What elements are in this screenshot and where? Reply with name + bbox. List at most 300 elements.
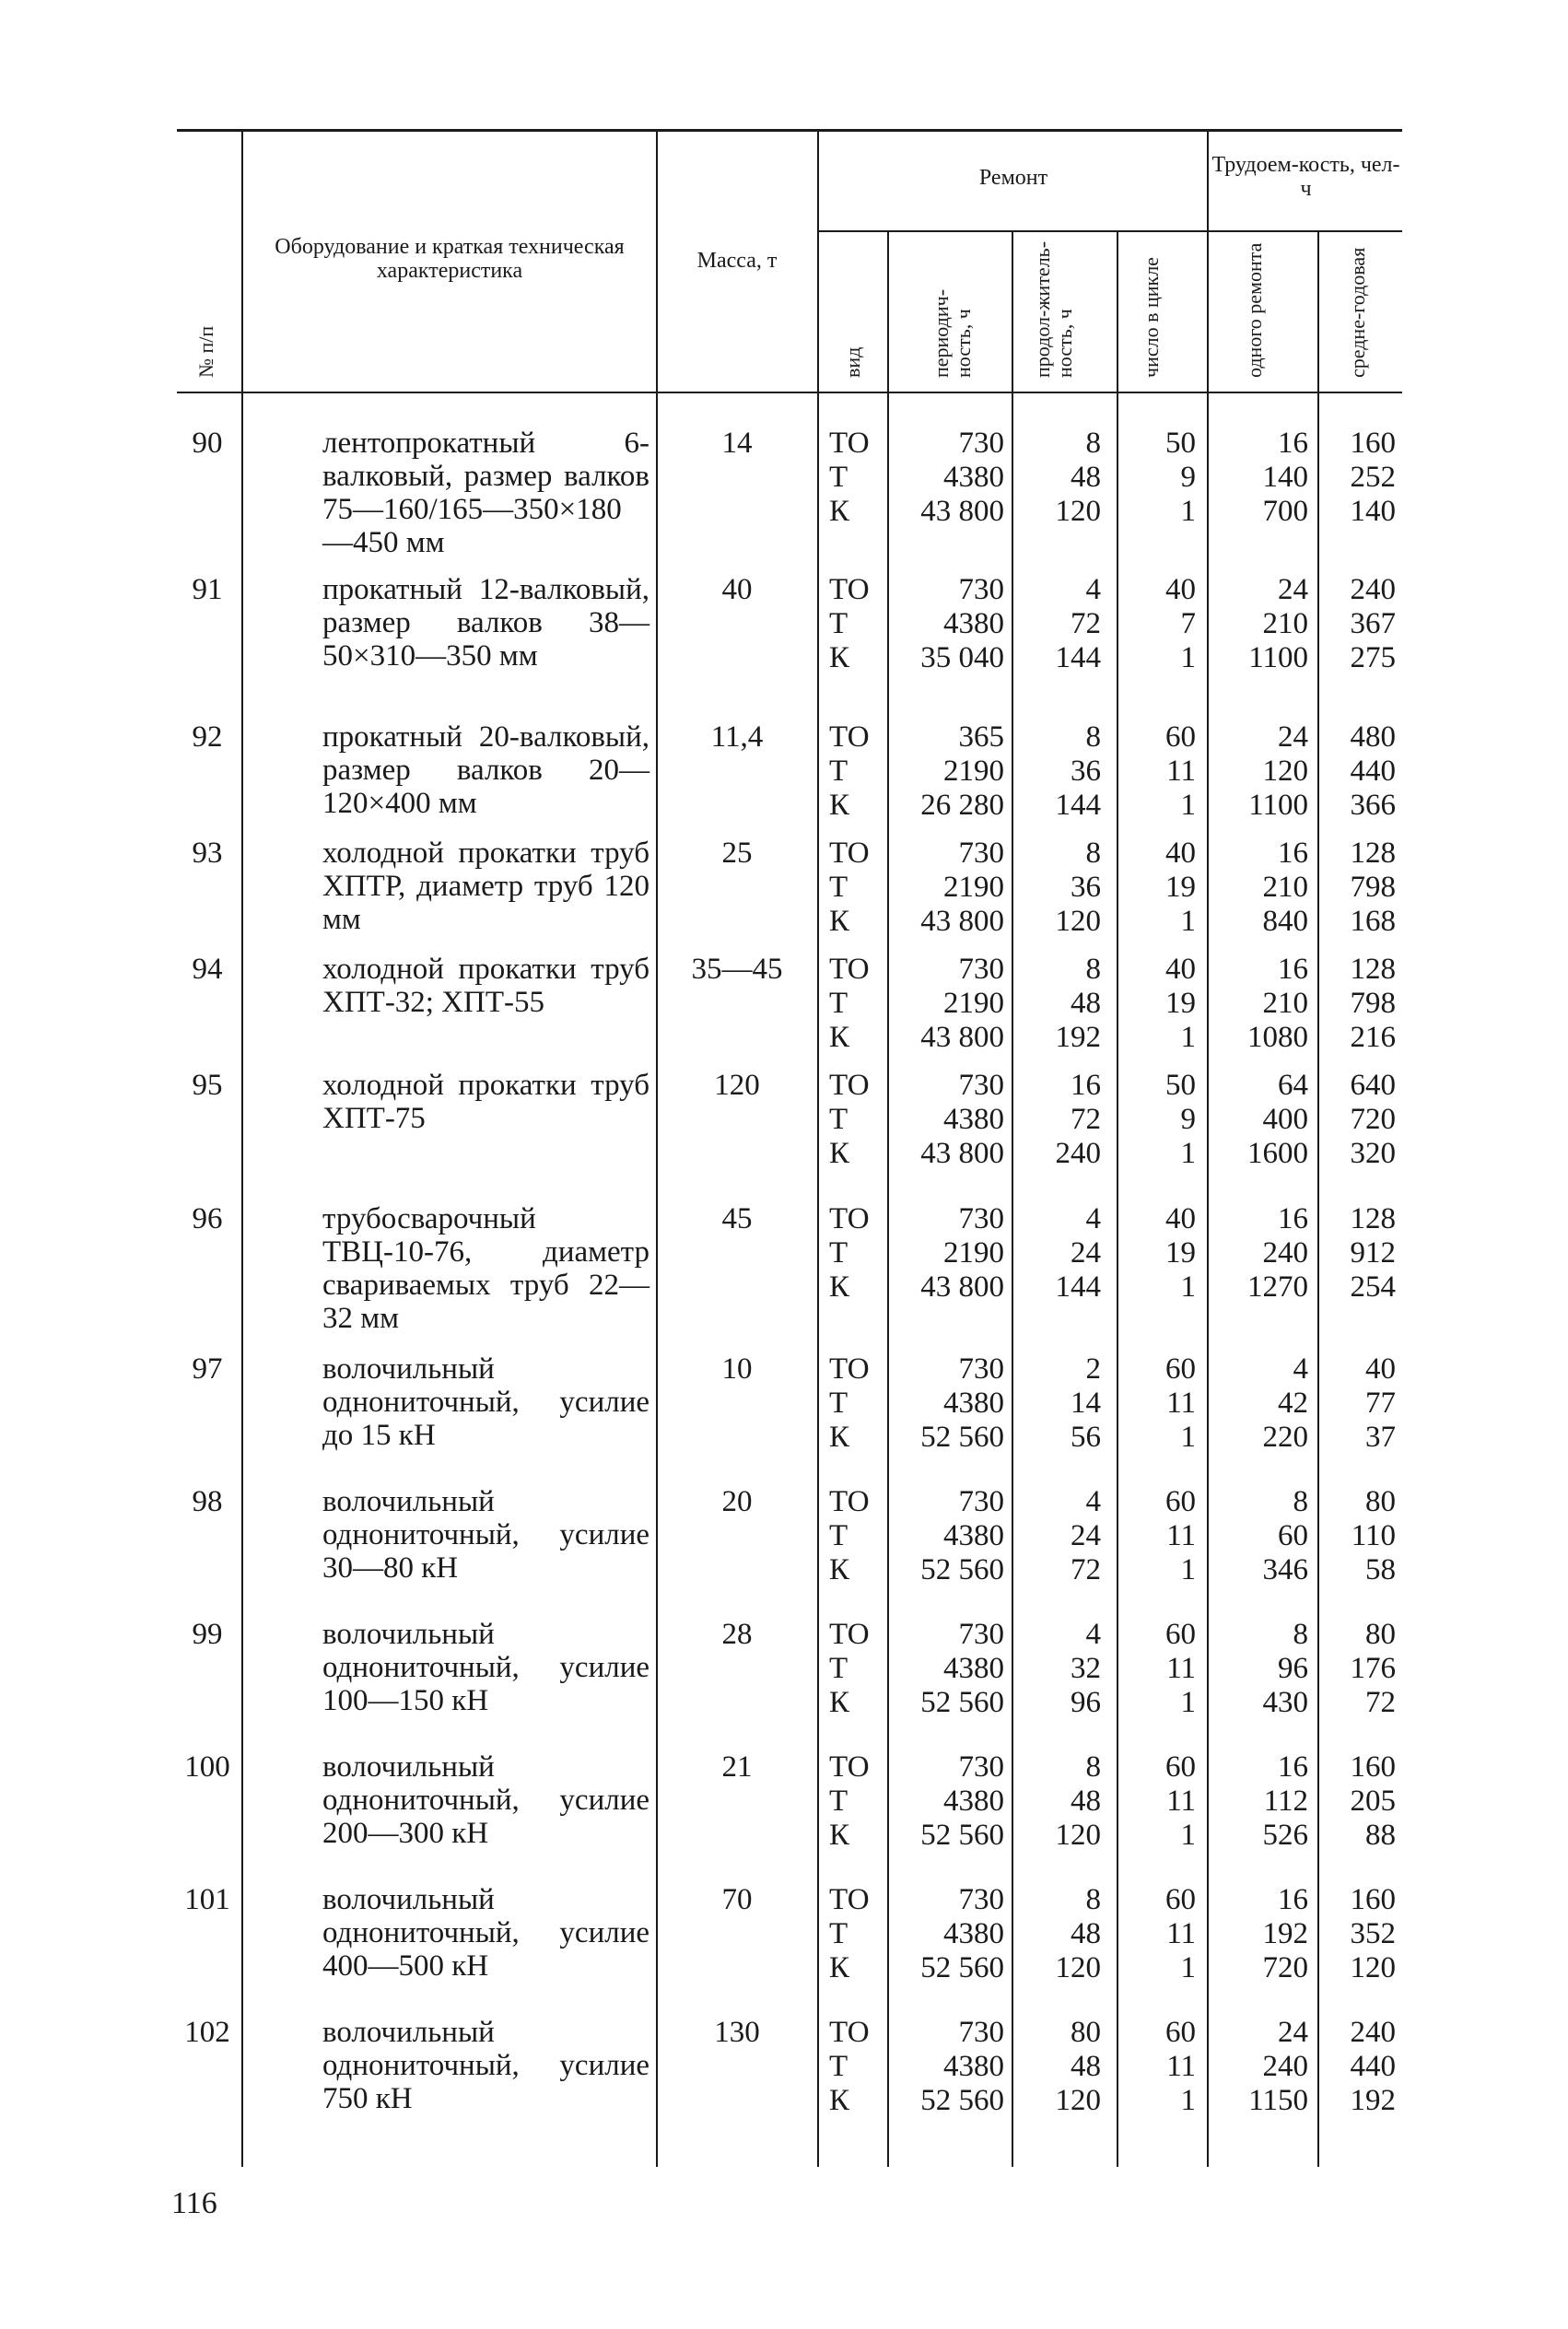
- row-repair-type-value: ТО: [829, 1883, 870, 1916]
- row-count-value: 11: [1166, 755, 1196, 788]
- col-divider-type: [887, 230, 889, 2167]
- row-duration-value: 8: [1085, 720, 1101, 754]
- header-labor-one: одного ремонта: [1243, 242, 1266, 378]
- row-duration-value: 120: [1055, 495, 1101, 528]
- row-number: 97: [192, 1352, 223, 1386]
- row-periodicity: [894, 837, 1004, 939]
- row-labor-one: [1221, 720, 1308, 823]
- row-number: 94: [192, 953, 223, 986]
- row-count-value: 1: [1180, 789, 1196, 822]
- row-count-value: 11: [1166, 1387, 1196, 1420]
- row-repair-type-value: ТО: [829, 2016, 870, 2049]
- row-mass: 21: [721, 1750, 753, 1784]
- row-description: прокатный 20-валковый, размер валков 20—120×400 мм: [322, 720, 649, 820]
- row-labor-one-value: 400: [1262, 1103, 1308, 1136]
- row-periodicity-value: 4380: [943, 2050, 1004, 2083]
- row-description: волочильный однониточный, усилие 100—150 кН: [322, 1618, 649, 1717]
- row-duration: [1027, 1202, 1101, 1305]
- row-labor-one-value: 346: [1262, 1553, 1308, 1586]
- row-periodicity-value: 43 800: [920, 495, 1004, 528]
- row-repair-type-value: ТО: [829, 1485, 870, 1518]
- row-labor-one-value: 16: [1278, 1883, 1308, 1916]
- row-duration-value: 24: [1071, 1236, 1101, 1270]
- row-labor-avg-value: 252: [1350, 461, 1396, 494]
- page-number: 116: [171, 2186, 217, 2220]
- row-duration: [1027, 1352, 1101, 1455]
- row-mass: 10: [721, 1352, 753, 1386]
- header-duration: продол-житель-ность, ч: [1031, 240, 1076, 378]
- row-repair-type: [829, 427, 884, 529]
- row-number: 102: [184, 2016, 230, 2049]
- row-periodicity-value: 43 800: [920, 1021, 1004, 1054]
- row-periodicity-value: 4380: [943, 607, 1004, 640]
- row-labor-one-value: 96: [1278, 1652, 1308, 1685]
- row-repair-type: [829, 953, 884, 1055]
- row-labor-avg-value: 80: [1365, 1618, 1396, 1651]
- row-count: [1122, 1750, 1196, 1853]
- row-repair-type: [829, 1069, 884, 1171]
- row-duration-value: 24: [1071, 1519, 1101, 1552]
- row-duration: [1027, 1485, 1101, 1587]
- row-labor-one-value: 700: [1262, 495, 1308, 528]
- row-count-value: 1: [1180, 1421, 1196, 1454]
- row-mass: 40: [721, 573, 753, 606]
- row-labor-one-value: 24: [1278, 720, 1308, 754]
- row-repair-type: [829, 573, 884, 675]
- header-mass: Масса, т: [696, 249, 778, 273]
- row-labor-avg-value: 120: [1350, 1951, 1396, 1984]
- row-repair-type-value: Т: [829, 1236, 848, 1270]
- row-periodicity: [894, 1618, 1004, 1720]
- row-labor-one-value: 1270: [1247, 1270, 1308, 1304]
- row-count: [1122, 573, 1196, 675]
- row-labor-one-value: 60: [1278, 1519, 1308, 1552]
- row-count: [1122, 837, 1196, 939]
- col-divider-labor-one: [1317, 230, 1319, 2167]
- row-description: прокатный 12-валковый, размер валков 38—50×310—350 мм: [322, 573, 649, 673]
- row-labor-avg-value: 77: [1365, 1387, 1396, 1420]
- row-periodicity: [894, 1202, 1004, 1305]
- row-labor-one-value: 720: [1262, 1951, 1308, 1984]
- row-count-value: 1: [1180, 1686, 1196, 1719]
- row-labor-avg: [1322, 1352, 1396, 1455]
- row-description: лентопрокатный 6-валковый, размер валков 75—160/165—350×180—450 мм: [322, 427, 649, 559]
- row-repair-type-value: К: [829, 1270, 850, 1304]
- row-labor-one-value: 210: [1262, 607, 1308, 640]
- row-periodicity-value: 730: [958, 953, 1004, 986]
- row-repair-type-value: Т: [829, 1652, 848, 1685]
- row-repair-type-value: К: [829, 1553, 850, 1586]
- row-count: [1122, 1883, 1196, 1985]
- row-labor-avg-value: 128: [1350, 953, 1396, 986]
- row-repair-type-value: К: [829, 1421, 850, 1454]
- row-repair-type: [829, 2016, 884, 2118]
- row-repair-type-value: К: [829, 1819, 850, 1852]
- row-labor-one: [1221, 837, 1308, 939]
- row-labor-one-value: 16: [1278, 1750, 1308, 1784]
- row-count-value: 40: [1165, 953, 1196, 986]
- row-duration-value: 120: [1055, 2084, 1101, 2117]
- row-duration-value: 120: [1055, 1951, 1101, 1984]
- row-mass: 25: [721, 837, 753, 870]
- row-number: 93: [192, 837, 223, 870]
- row-labor-one-value: 240: [1262, 2050, 1308, 2083]
- row-repair-type-value: Т: [829, 755, 848, 788]
- row-labor-avg-value: 80: [1365, 1485, 1396, 1518]
- row-count-value: 40: [1165, 837, 1196, 870]
- row-periodicity-value: 365: [958, 720, 1004, 754]
- row-repair-type: [829, 837, 884, 939]
- row-count-value: 11: [1166, 1519, 1196, 1552]
- row-duration-value: 72: [1071, 607, 1101, 640]
- row-mass: 14: [721, 427, 753, 460]
- header-num: № п/п: [194, 325, 217, 378]
- row-repair-type-value: К: [829, 1686, 850, 1719]
- row-labor-avg-value: 40: [1365, 1352, 1396, 1386]
- row-duration-value: 120: [1055, 905, 1101, 938]
- row-labor-one: [1221, 1069, 1308, 1171]
- row-periodicity: [894, 1352, 1004, 1455]
- row-labor-avg: [1322, 1618, 1396, 1720]
- row-duration-value: 4: [1085, 1202, 1101, 1235]
- row-duration-value: 4: [1085, 1618, 1101, 1651]
- row-periodicity-value: 52 560: [920, 2084, 1004, 2117]
- row-count: [1122, 427, 1196, 529]
- row-count-value: 60: [1165, 1750, 1196, 1784]
- row-periodicity: [894, 1883, 1004, 1985]
- row-duration: [1027, 837, 1101, 939]
- row-periodicity-value: 43 800: [920, 1270, 1004, 1304]
- row-duration: [1027, 1618, 1101, 1720]
- row-repair-type-value: ТО: [829, 1750, 870, 1784]
- row-labor-avg-value: 110: [1351, 1519, 1396, 1552]
- row-labor-one-value: 1100: [1248, 789, 1308, 822]
- row-labor-one-value: 840: [1262, 905, 1308, 938]
- row-labor-one-value: 24: [1278, 573, 1308, 606]
- row-count: [1122, 1352, 1196, 1455]
- row-periodicity: [894, 1485, 1004, 1587]
- row-duration-value: 8: [1085, 1883, 1101, 1916]
- row-repair-type-value: ТО: [829, 720, 870, 754]
- row-duration-value: 56: [1071, 1421, 1101, 1454]
- row-duration-value: 48: [1071, 461, 1101, 494]
- row-periodicity-value: 730: [958, 1352, 1004, 1386]
- row-duration: [1027, 1883, 1101, 1985]
- row-labor-avg-value: 88: [1365, 1819, 1396, 1852]
- row-count-value: 1: [1180, 495, 1196, 528]
- row-count-value: 1: [1180, 1819, 1196, 1852]
- row-count-value: 11: [1166, 1917, 1196, 1950]
- row-duration-value: 48: [1071, 1917, 1101, 1950]
- header-labor-group: Трудоем-кость, чел-ч: [1211, 153, 1400, 201]
- row-duration: [1027, 720, 1101, 823]
- header-count: число в цикле: [1140, 257, 1163, 378]
- row-labor-one: [1221, 1750, 1308, 1853]
- row-duration-value: 8: [1085, 1750, 1101, 1784]
- row-count-value: 1: [1180, 1021, 1196, 1054]
- row-duration-value: 80: [1071, 2016, 1101, 2049]
- row-repair-type-value: Т: [829, 461, 848, 494]
- row-mass: 35—45: [691, 953, 783, 986]
- row-repair-type: [829, 1618, 884, 1720]
- row-mass: 70: [721, 1883, 753, 1916]
- row-labor-one-value: 220: [1262, 1421, 1308, 1454]
- row-repair-type-value: Т: [829, 607, 848, 640]
- row-labor-avg: [1322, 720, 1396, 823]
- row-count-value: 40: [1165, 1202, 1196, 1235]
- row-duration: [1027, 953, 1101, 1055]
- row-count-value: 1: [1180, 1137, 1196, 1170]
- row-labor-one-value: 24: [1278, 2016, 1308, 2049]
- row-repair-type-value: ТО: [829, 573, 870, 606]
- row-count-value: 40: [1165, 573, 1196, 606]
- row-labor-one-value: 8: [1293, 1485, 1308, 1518]
- subheader-rule: [818, 230, 1402, 232]
- row-mass: 120: [714, 1069, 760, 1102]
- row-labor-avg-value: 37: [1365, 1421, 1396, 1454]
- row-labor-avg-value: 640: [1350, 1069, 1396, 1102]
- row-mass: 11,4: [710, 720, 764, 754]
- row-labor-one-value: 430: [1262, 1686, 1308, 1719]
- row-labor-one-value: 16: [1278, 1202, 1308, 1235]
- row-labor-one-value: 16: [1278, 837, 1308, 870]
- row-periodicity-value: 52 560: [920, 1819, 1004, 1852]
- row-repair-type: [829, 1883, 884, 1985]
- row-duration: [1027, 1750, 1101, 1853]
- row-labor-one: [1221, 953, 1308, 1055]
- row-periodicity: [894, 573, 1004, 675]
- row-labor-avg-value: 440: [1350, 2050, 1396, 2083]
- row-repair-type-value: ТО: [829, 837, 870, 870]
- row-labor-avg: [1322, 427, 1396, 529]
- row-labor-avg: [1322, 1883, 1396, 1985]
- header-periodicity: периодич-ность, ч: [930, 288, 975, 378]
- row-count-value: 19: [1165, 1236, 1196, 1270]
- row-count-value: 1: [1180, 1553, 1196, 1586]
- row-periodicity-value: 52 560: [920, 1421, 1004, 1454]
- row-periodicity: [894, 1069, 1004, 1171]
- row-count-value: 1: [1180, 641, 1196, 674]
- row-count-value: 11: [1166, 2050, 1196, 2083]
- row-labor-one-value: 210: [1262, 871, 1308, 904]
- row-duration-value: 48: [1071, 2050, 1101, 2083]
- row-count-value: 1: [1180, 1270, 1196, 1304]
- row-periodicity-value: 730: [958, 1883, 1004, 1916]
- row-duration: [1027, 427, 1101, 529]
- row-count: [1122, 720, 1196, 823]
- row-count-value: 50: [1165, 427, 1196, 460]
- row-repair-type-value: Т: [829, 2050, 848, 2083]
- row-labor-avg: [1322, 837, 1396, 939]
- row-count-value: 60: [1165, 1352, 1196, 1386]
- row-labor-one-value: 1600: [1247, 1137, 1308, 1170]
- row-number: 101: [184, 1883, 230, 1916]
- row-labor-one: [1221, 427, 1308, 529]
- row-repair-type-value: Т: [829, 987, 848, 1020]
- row-count: [1122, 2016, 1196, 2118]
- row-labor-avg-value: 205: [1350, 1785, 1396, 1818]
- row-count: [1122, 1069, 1196, 1171]
- row-labor-avg: [1322, 1202, 1396, 1305]
- row-count-value: 1: [1180, 1951, 1196, 1984]
- row-periodicity-value: 4380: [943, 1103, 1004, 1136]
- row-repair-type-value: К: [829, 1021, 850, 1054]
- row-count-value: 1: [1180, 905, 1196, 938]
- row-labor-one-value: 240: [1262, 1236, 1308, 1270]
- row-count-value: 11: [1166, 1785, 1196, 1818]
- row-labor-avg-value: 140: [1350, 495, 1396, 528]
- row-repair-type-value: К: [829, 905, 850, 938]
- row-periodicity-value: 4380: [943, 1519, 1004, 1552]
- row-description: холодной прокатки труб ХПТ-75: [322, 1069, 649, 1135]
- row-labor-one-value: 42: [1278, 1387, 1308, 1420]
- header-type: вид: [841, 346, 864, 378]
- row-duration-value: 72: [1071, 1553, 1101, 1586]
- row-duration-value: 144: [1055, 1270, 1101, 1304]
- col-divider-mass: [817, 131, 819, 2167]
- row-duration-value: 72: [1071, 1103, 1101, 1136]
- row-periodicity-value: 730: [958, 1485, 1004, 1518]
- row-count-value: 1: [1180, 2084, 1196, 2117]
- row-description: волочильный однониточный, усилие до 15 кН: [322, 1352, 649, 1452]
- row-periodicity-value: 4380: [943, 1387, 1004, 1420]
- row-labor-one: [1221, 1352, 1308, 1455]
- row-labor-one: [1221, 1202, 1308, 1305]
- row-repair-type-value: Т: [829, 1917, 848, 1950]
- row-duration: [1027, 1069, 1101, 1171]
- row-duration-value: 4: [1085, 573, 1101, 606]
- row-description: волочильный однониточный, усилие 200—300 кН: [322, 1750, 649, 1850]
- row-duration-value: 144: [1055, 641, 1101, 674]
- row-periodicity-value: 52 560: [920, 1951, 1004, 1984]
- row-number: 95: [192, 1069, 223, 1102]
- row-periodicity-value: 2190: [943, 1236, 1004, 1270]
- row-duration-value: 48: [1071, 987, 1101, 1020]
- row-periodicity-value: 35 040: [920, 641, 1004, 674]
- row-description: холодной прокатки труб ХПТ-32; ХПТ-55: [322, 953, 649, 1019]
- row-periodicity-value: 26 280: [920, 789, 1004, 822]
- row-periodicity-value: 730: [958, 427, 1004, 460]
- row-repair-type-value: Т: [829, 1387, 848, 1420]
- row-duration-value: 8: [1085, 427, 1101, 460]
- row-repair-type-value: К: [829, 1137, 850, 1170]
- row-labor-avg: [1322, 1750, 1396, 1853]
- row-labor-avg-value: 72: [1365, 1686, 1396, 1719]
- row-repair-type-value: ТО: [829, 1069, 870, 1102]
- row-labor-one-value: 1150: [1248, 2084, 1308, 2117]
- row-duration-value: 240: [1055, 1137, 1101, 1170]
- row-repair-type-value: К: [829, 2084, 850, 2117]
- row-periodicity-value: 730: [958, 837, 1004, 870]
- row-duration-value: 14: [1071, 1387, 1101, 1420]
- row-mass: 20: [721, 1485, 753, 1518]
- row-repair-type-value: ТО: [829, 427, 870, 460]
- row-labor-avg-value: 480: [1350, 720, 1396, 754]
- row-labor-one: [1221, 1883, 1308, 1985]
- row-description: волочильный однониточный, усилие 30—80 кН: [322, 1485, 649, 1585]
- row-repair-type-value: К: [829, 641, 850, 674]
- row-number: 99: [192, 1618, 223, 1651]
- row-labor-avg-value: 58: [1365, 1553, 1396, 1586]
- row-labor-avg-value: 176: [1350, 1652, 1396, 1685]
- row-repair-type-value: Т: [829, 1519, 848, 1552]
- row-duration: [1027, 2016, 1101, 2118]
- row-count-value: 50: [1165, 1069, 1196, 1102]
- row-labor-one: [1221, 2016, 1308, 2118]
- row-duration-value: 2: [1085, 1352, 1101, 1386]
- row-labor-one: [1221, 1485, 1308, 1587]
- row-periodicity-value: 4380: [943, 461, 1004, 494]
- row-periodicity-value: 43 800: [920, 1137, 1004, 1170]
- row-count-value: 9: [1180, 1103, 1196, 1136]
- row-periodicity: [894, 2016, 1004, 2118]
- row-periodicity-value: 730: [958, 1202, 1004, 1235]
- row-labor-avg-value: 275: [1350, 641, 1396, 674]
- row-labor-avg-value: 128: [1350, 837, 1396, 870]
- row-labor-avg: [1322, 953, 1396, 1055]
- row-labor-one: [1221, 573, 1308, 675]
- row-count-value: 60: [1165, 1883, 1196, 1916]
- row-duration-value: 48: [1071, 1785, 1101, 1818]
- row-labor-one: [1221, 1618, 1308, 1720]
- row-labor-one-value: 16: [1278, 427, 1308, 460]
- row-duration-value: 32: [1071, 1652, 1101, 1685]
- row-labor-one-value: 64: [1278, 1069, 1308, 1102]
- row-duration-value: 192: [1055, 1021, 1101, 1054]
- row-labor-avg-value: 128: [1350, 1202, 1396, 1235]
- row-repair-type: [829, 1352, 884, 1455]
- row-repair-type: [829, 720, 884, 823]
- row-periodicity: [894, 720, 1004, 823]
- row-labor-avg-value: 240: [1350, 2016, 1396, 2049]
- row-labor-avg-value: 720: [1350, 1103, 1396, 1136]
- top-rule: [177, 129, 1402, 132]
- row-count-value: 9: [1180, 461, 1196, 494]
- row-labor-avg-value: 798: [1350, 871, 1396, 904]
- row-labor-one-value: 192: [1262, 1917, 1308, 1950]
- col-divider-period: [1012, 230, 1013, 2167]
- row-description: волочильный однониточный, усилие 750 кН: [322, 2016, 649, 2115]
- row-labor-one-value: 16: [1278, 953, 1308, 986]
- row-periodicity-value: 730: [958, 1618, 1004, 1651]
- row-periodicity-value: 730: [958, 1069, 1004, 1102]
- row-labor-avg-value: 254: [1350, 1270, 1396, 1304]
- row-periodicity-value: 2190: [943, 755, 1004, 788]
- row-description: волочильный однониточный, усилие 400—500 кН: [322, 1883, 649, 1983]
- row-repair-type-value: Т: [829, 1785, 848, 1818]
- row-count-value: 11: [1166, 1652, 1196, 1685]
- row-number: 91: [192, 573, 223, 606]
- row-duration-value: 16: [1071, 1069, 1101, 1102]
- row-duration-value: 4: [1085, 1485, 1101, 1518]
- row-repair-type-value: Т: [829, 871, 848, 904]
- row-duration-value: 8: [1085, 953, 1101, 986]
- row-labor-avg: [1322, 2016, 1396, 2118]
- row-labor-avg-value: 798: [1350, 987, 1396, 1020]
- header-equipment: Оборудование и краткая техническая характеристика: [275, 235, 625, 283]
- row-labor-avg-value: 216: [1350, 1021, 1396, 1054]
- row-labor-one-value: 1100: [1248, 641, 1308, 674]
- row-labor-avg-value: 160: [1350, 1750, 1396, 1784]
- row-labor-avg-value: 192: [1350, 2084, 1396, 2117]
- row-repair-type: [829, 1750, 884, 1853]
- row-periodicity-value: 52 560: [920, 1686, 1004, 1719]
- row-labor-avg: [1322, 1069, 1396, 1171]
- row-repair-type-value: К: [829, 1951, 850, 1984]
- row-description: трубосварочный ТВЦ-10-76, диаметр свариваемых труб 22—32 мм: [322, 1202, 649, 1335]
- row-labor-one-value: 210: [1262, 987, 1308, 1020]
- row-labor-avg: [1322, 1485, 1396, 1587]
